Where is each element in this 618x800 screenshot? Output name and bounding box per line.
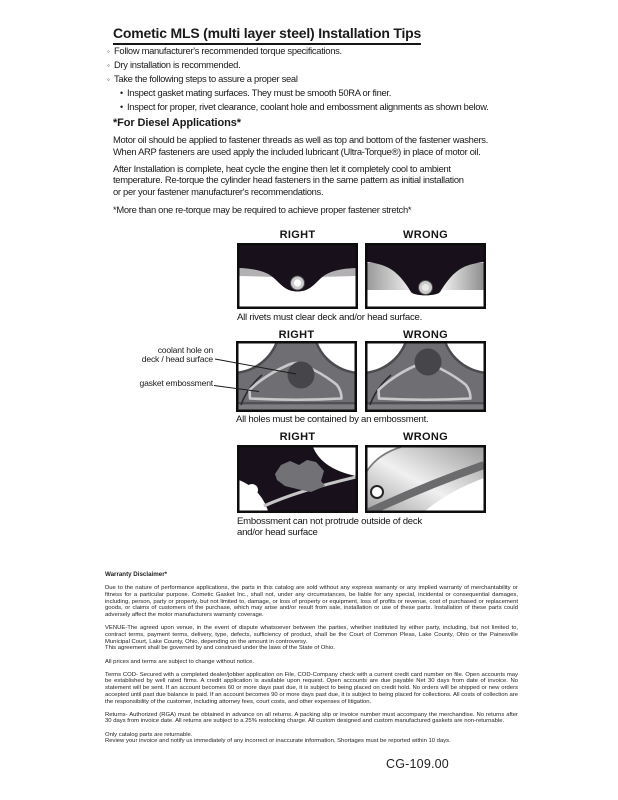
rivet-diagram — [237, 229, 486, 325]
embossment-diagram — [237, 431, 486, 541]
tip-text: Dry installation is recommended. — [114, 59, 241, 70]
caption-line: and/or head surface — [237, 526, 318, 538]
tip-item — [107, 72, 488, 86]
legal-paragraph: Returns- Authorized (RGA) must be obtained in advance on all returns. A packing slip or invoice number must accompany the merchandise. No returns after 30 days from invoice date. All returns are subject to a 25% restocking charge. All custom designed and custom manufactured gaskets are non-returnable. — [105, 711, 518, 725]
retorque-note: *More than one re-torque may be required to achieve proper fastener stretch* — [113, 203, 412, 215]
legal-paragraph: All prices and terms are subject to change without notice. — [105, 658, 254, 665]
paragraph-line: Motor oil should be applied to fastener threads as well as top and bottom of the fastener washers. — [113, 134, 489, 145]
diesel-heading: *For Diesel Applications* — [113, 117, 241, 129]
paragraph-line: When ARP fasteners are used apply the included lubricant (Ultra-Torque®) in place of motor oil. — [113, 145, 481, 157]
caption-line: Embossment can not protrude outside of deck — [237, 516, 422, 527]
tip-text: Follow manufacturer's recommended torque specifications. — [114, 45, 342, 56]
coolant-hole-label — [130, 346, 213, 365]
wrong-label: WRONG — [403, 229, 448, 241]
tip-sub-item — [107, 86, 488, 100]
holes-right-panel — [236, 341, 357, 412]
coolant-hole-diagram — [110, 329, 490, 429]
tip-item — [107, 58, 488, 72]
legal-paragraph: This agreement shall be governed by and construed under the laws of the State of Ohio. — [105, 645, 335, 652]
legal-paragraph: VENUE-The agreed upon venue, in the event of dispute whatsoever between the parties, whether instituted by either party, including, but not limited to, contract terms, payment terms, delivery, type, defects, sufficiency of product, shall be the Court of Common Pleas, Lake County, Ohio or the Painesville Municipal Court, Lake County, Ohio, depending on the amount in controversy. — [105, 625, 518, 645]
label-line: coolant hole on — [157, 345, 213, 355]
tip-sub-item — [107, 100, 488, 114]
tip-text: Inspect gasket mating surfaces. They must be smooth 50RA or finer. — [127, 87, 392, 98]
rivet-caption: All rivets must clear deck and/or head surface. — [237, 312, 423, 323]
holes-caption: All holes must be contained by an embossment. — [236, 414, 429, 425]
rivet-right-panel — [237, 243, 358, 309]
paragraph-line: or per your fastener manufacturer's recommendations. — [113, 186, 324, 198]
page-number: CG-109.00 — [386, 757, 449, 771]
embossment-caption — [237, 517, 422, 539]
rivet-wrong-panel — [365, 243, 486, 309]
solid-bullet-icon: • — [120, 102, 123, 112]
right-label: RIGHT — [278, 329, 315, 341]
warranty-disclaimer-heading: Warranty Disclaimer* — [105, 571, 168, 578]
tip-text: Take the following steps to assure a proper seal — [114, 73, 298, 84]
open-bullet-icon: ◦ — [107, 47, 110, 56]
legal-paragraph: Terms COD- Secured with a completed dealer/jobber application on File, COD-Company check with a current credit card number on file. Open accounts may be established by well rated firms. A credit application is available upon request. Open accounts are due payable Net 30 days from date of invoice. No statement will be sent. If an account becomes 60 or more days past due, it is subject to being placed on credit hold. No orders will be shipped or new orders accepted until past due balance is paid. If an account becomes 90 or more days past due, it is subject to being placed for collections. All costs of collection are the responsibility of the customer, including attorney fees, court costs, and other expenses of litigation. — [105, 671, 518, 705]
open-bullet-icon: ◦ — [107, 75, 110, 84]
installation-tips-title: Cometic MLS (multi layer steel) Installation Tips — [113, 25, 421, 45]
open-bullet-icon: ◦ — [107, 61, 110, 70]
legal-paragraph: Due to the nature of performance applications, the parts in this catalog are sold without any express warranty or any implied warranty of merchantability or fitness for a particular purpose. Cometic Gasket Inc., shall not, under any circumstances, be liable for any special, incidental or consequential damages, including, person, party or property, but not limited to, damage, or loss of property or equipment, loss of profits or revenue, cost of purchased or replacement goods, or claims of customers of the purchase, which may arise and/or result from sale, installation or use of these parts. Installation of these parts could adversely affect the motor manufacturers warranty coverage. — [105, 585, 518, 619]
right-label: RIGHT — [279, 431, 316, 443]
diesel-paragraph-1 — [113, 134, 488, 158]
legal-paragraph: Review your invoice and notify us immediately of any incorrect or inaccurate information. Shortages must be reported within 10 days. — [105, 738, 451, 745]
legal-paragraph: Only catalog parts are returnable. — [105, 731, 193, 738]
embossment-right-panel — [237, 445, 358, 513]
solid-bullet-icon: • — [120, 88, 123, 98]
holes-wrong-panel — [365, 341, 486, 412]
tip-item — [107, 44, 488, 58]
wrong-label: WRONG — [403, 329, 448, 341]
paragraph-line: After Installation is complete, heat cycle the engine then let it completely cool to ambient — [113, 162, 451, 174]
gasket-embossment-label: gasket embossment — [139, 378, 213, 388]
warranty-disclaimer-section — [105, 572, 518, 752]
label-line: deck / head surface — [141, 354, 213, 365]
paragraph-line: temperature. Re-torque the cylinder head fasteners in the same pattern as initial installation — [113, 174, 464, 186]
diesel-applications-section — [113, 117, 488, 215]
wrong-label: WRONG — [403, 431, 448, 443]
tips-list — [107, 44, 488, 114]
embossment-wrong-panel — [365, 445, 486, 513]
diesel-paragraph-2 — [113, 163, 488, 198]
right-label: RIGHT — [279, 229, 316, 241]
tip-text: Inspect for proper, rivet clearance, coolant hole and embossment alignments as shown below. — [127, 101, 489, 112]
